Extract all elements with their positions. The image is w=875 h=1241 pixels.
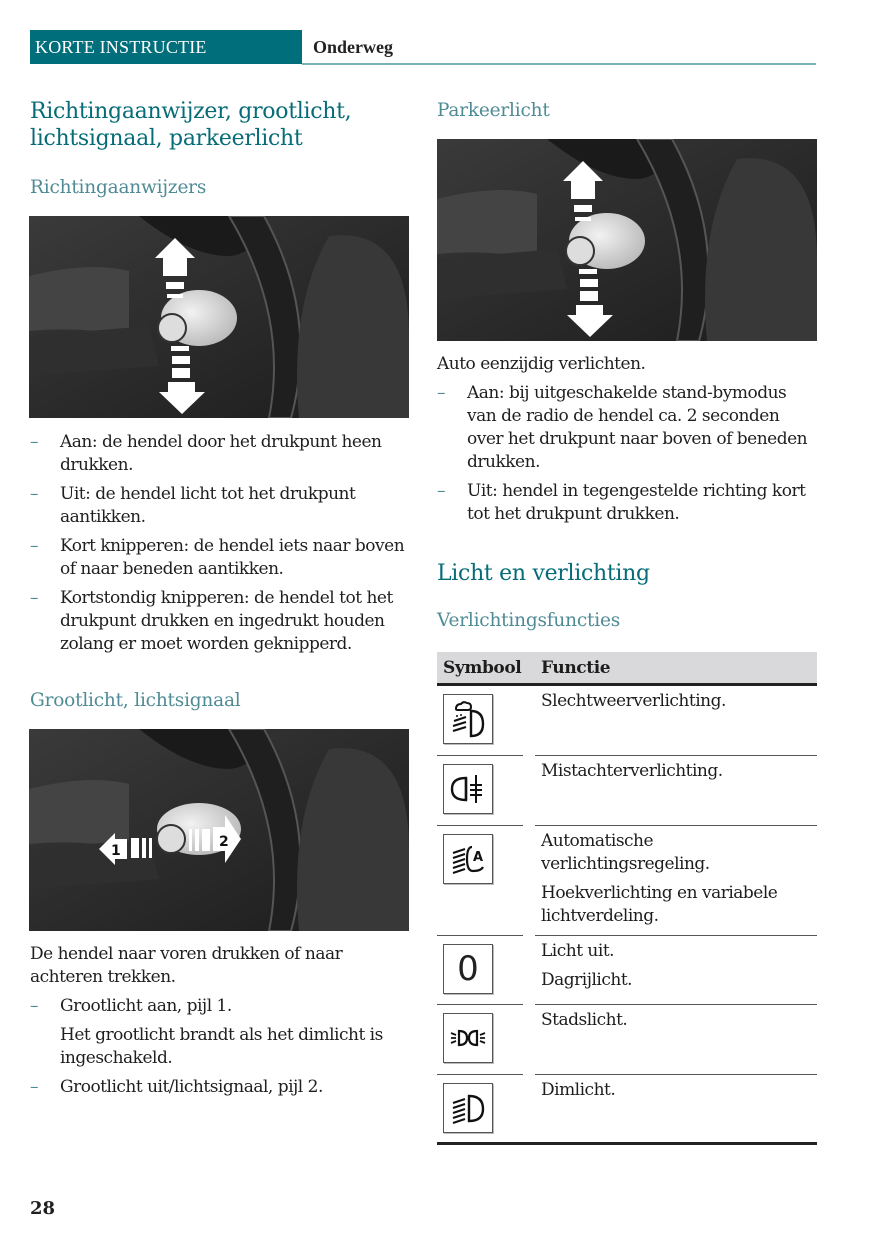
svg-text:A: A — [473, 850, 484, 865]
parking-photo — [437, 139, 817, 341]
table-header — [437, 652, 817, 686]
list-item: – Aan: bij uitgeschakelde stand-bymodus van de radio de hendel ca. 2 seconden over het drukpunt naar boven of beneden drukken. — [437, 383, 808, 472]
table-row: A Automatische verlichtingsregeling. Hoekverlichting en variabele lichtverdeling. — [437, 826, 817, 936]
list-item-note: Het grootlicht brandt als het dimlicht is ingeschakeld. — [60, 1025, 383, 1068]
list-item: – Aan: de hendel door het drukpunt heen drukken. — [30, 432, 382, 475]
rear-fog-light-icon — [443, 764, 493, 814]
chapter-tab: KORTE INSTRUCTIE — [30, 30, 302, 64]
high-beam-photo — [29, 729, 409, 931]
section-title: Onderweg — [313, 37, 393, 57]
table-row: Stadslicht. — [437, 1005, 817, 1075]
table-row: 0 Licht uit. Dagrijlicht. — [437, 936, 817, 1005]
parking-intro: Auto eenzijdig verlichten. — [437, 354, 646, 374]
header-function: Functie — [541, 658, 611, 678]
arrow-label-2: 2 — [219, 834, 229, 850]
arrow-label-1: 1 — [111, 843, 121, 859]
high-beam-intro: De hendel naar voren drukken of naar achteren trekken. — [30, 944, 343, 987]
lights-off-icon: 0 — [443, 944, 493, 994]
parking-heading: Parkeerlicht — [437, 100, 550, 121]
page-title-line-1: Richtingaanwijzer, grootlicht, — [30, 99, 352, 124]
turn-signals-heading: Richtingaanwijzers — [30, 177, 207, 198]
parking-lights-icon — [443, 1013, 493, 1063]
page-header — [30, 30, 816, 66]
page-title — [30, 98, 420, 152]
auto-headlight-icon — [443, 834, 493, 884]
list-item: – Uit: hendel in tegengestelde richting kort tot het drukpunt drukken. — [437, 481, 806, 524]
list-item: – Grootlicht aan, pijl 1. Het grootlicht brandt als het dimlicht is ingeschakeld. — [30, 995, 410, 1070]
header-symbol: Symbool — [443, 658, 522, 678]
table-row: Mistachterverlichting. — [437, 756, 817, 826]
list-item: – Kort knipperen: de hendel iets naar boven of naar beneden aantikken. — [30, 536, 405, 579]
parking-text — [437, 353, 817, 532]
high-beam-text — [30, 943, 410, 1105]
list-item: – Uit: de hendel licht tot het drukpunt aantikken. — [30, 484, 356, 527]
lights-subheading: Verlichtingsfuncties — [437, 610, 620, 631]
bad-weather-light-icon — [443, 694, 493, 744]
lights-title: Licht en verlichting — [437, 561, 650, 586]
turn-signals-list — [30, 431, 410, 662]
page-number: 28 — [30, 1198, 56, 1219]
table-row: Slechtweerverlichting. — [437, 686, 817, 756]
table-row: Dimlicht. — [437, 1075, 817, 1145]
list-item: – Grootlicht uit/lichtsignaal, pijl 2. — [30, 1077, 323, 1097]
lighting-functions-table — [437, 652, 817, 1145]
high-beam-heading: Grootlicht, lichtsignaal — [30, 690, 241, 711]
header-rule — [302, 63, 816, 65]
low-beam-icon — [443, 1083, 493, 1133]
page-title-line-2: lichtsignaal, parkeerlicht — [30, 126, 303, 151]
list-item: – Kortstondig knipperen: de hendel tot het drukpunt drukken en ingedrukt houden zolang er moet worden geknipperd. — [30, 588, 393, 654]
turn-signal-photo — [29, 216, 409, 418]
